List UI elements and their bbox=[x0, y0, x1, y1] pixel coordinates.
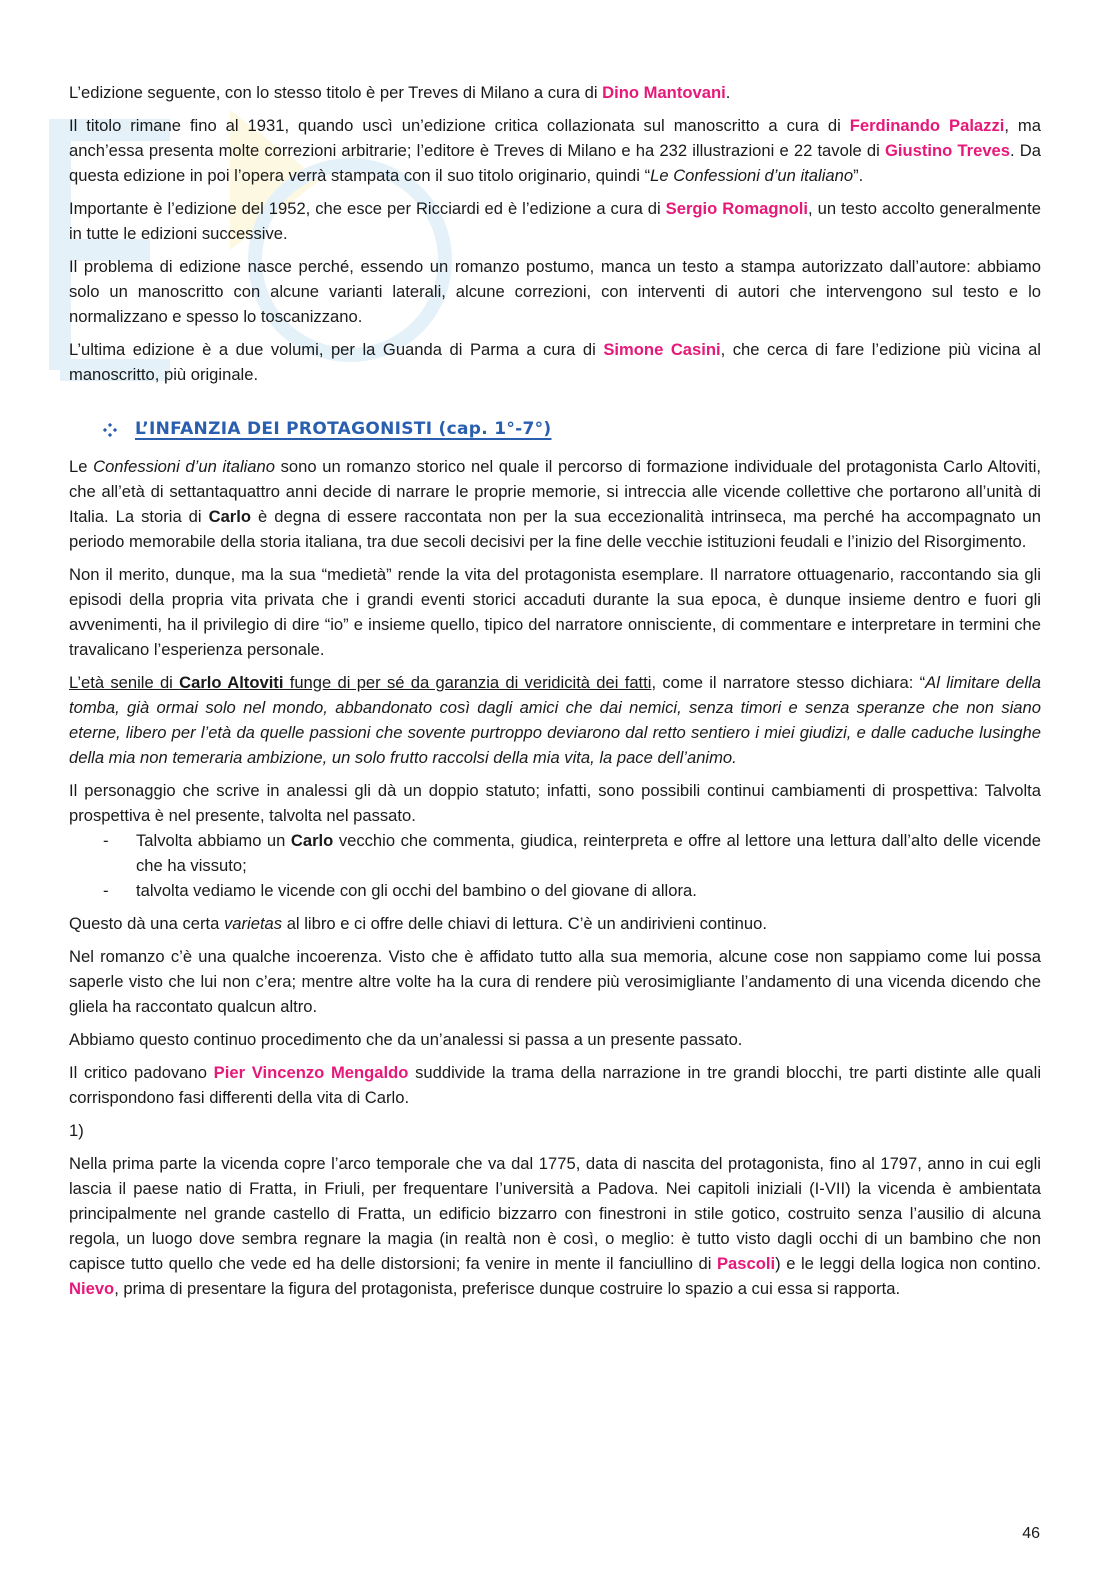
paragraph-analessi: Il personaggio che scrive in analessi gli dà un doppio statuto; infatti, sono possibili continui cambiamenti di prospettiva: Talvolta prospettiva è nel presente, talvolta nel passato. bbox=[69, 781, 1041, 825]
person-name: Pier Vincenzo Mengaldo bbox=[213, 1063, 409, 1082]
person-name: Giustino Treves bbox=[884, 141, 1011, 160]
paragraph-mengaldo: Il critico padovano Pier Vincenzo Mengaldo suddivide la trama della narrazione in tre grandi blocchi, tre parti distinte alle quali corrispondono fasi differenti della vita di Carlo. bbox=[69, 1063, 1042, 1107]
work-title: Le Confessioni d’un italiano bbox=[650, 166, 854, 185]
paragraph-novel-intro: Le Confessioni d’un italiano sono un romanzo storico nel quale il percorso di formazione individuale del protagonista Carlo Altoviti, che all’età di settantaquattro anni decide di narrare le proprie memorie, si intreccia alle vicende collettive che portarono all’unità di Italia. La storia di Carlo è degna di essere raccontata non per la sua eccezionalità intrinseca, ma perché ha accompagnato un periodo memorabile della storia italiana, tra due secoli decisivi per la fine delle vecchie istituzioni feudali e l’inizio del Risorgimento. bbox=[69, 457, 1041, 551]
person-name: Sergio Romagnoli bbox=[665, 199, 809, 218]
quotation: Al limitare della tomba, già ormai solo nel mondo, abbandonato così dagli amici che dai nemici, senza timori e senza speranze che non siano eterne, libero per l’età da quelle passioni che sovente purtroppo deviarono dal retto sentiero i miei giudizi, e dalle caduche lusinghe della mia non temeraria ambizione, un solo frutto raccolsi della mia vita, la pace dell’animo. bbox=[69, 673, 1041, 767]
section-title: L’INFANZIA DEI PROTAGONISTI (cap. 1°-7°) bbox=[135, 419, 552, 439]
person-name: Nievo bbox=[69, 1279, 115, 1298]
paragraph-medieta: Non il merito, dunque, ma la sua “medietà” rende la vita del protagonista esemplare. Il narratore ottuagenario, raccontando sia gli episodi della propria vita privata che i grandi eventi storici accaduti durante la sua epoca, è dunque insieme dentro e fuori gli avvenimenti, ha il privilegio di dire “io” e insieme quello, tipico del narratore onnisciente, di commentare e interpretare in termini che travalicano l’esperienza personale. bbox=[69, 565, 1041, 659]
paragraph-edition-mantovani: L’edizione seguente, con lo stesso titolo è per Treves di Milano a cura di Dino Mantovani. bbox=[69, 83, 731, 102]
list-item: - talvolta vediamo le vicende con gli occhi del bambino o del giovane di allora. bbox=[103, 881, 697, 900]
work-title: Confessioni d’un italiano bbox=[93, 457, 275, 476]
person-name: Ferdinando Palazzi bbox=[849, 116, 1005, 135]
section-heading bbox=[103, 417, 1041, 442]
person-name: Simone Casini bbox=[603, 340, 721, 359]
paragraph-edition-problem: Il problema di edizione nasce perché, essendo un romanzo postumo, manca un testo a stampa autorizzato dall’autore: abbiamo solo un manoscritto con alcune varianti laterali, alcune correzioni, con interventi di autori che intervengono sul testo e lo normalizzano e spesso lo toscanizzano. bbox=[69, 257, 1041, 326]
list-number: 1) bbox=[69, 1121, 84, 1140]
paragraph-incoerenza: Nel romanzo c’è una qualche incoerenza. Visto che è affidato tutto alla sua memoria, alcune cose non sappiamo come lui possa saperle visto che lui non c’era; mentre altre volte ha la cura di rendere più verosimigliante l’andamento di una vicenda dicendo che gliela ha raccontato qualcun altro. bbox=[69, 947, 1041, 1016]
diamond-bullet-icon bbox=[103, 423, 117, 437]
character-name: Carlo Altoviti bbox=[179, 673, 284, 692]
paragraph-procedimento: Abbiamo questo continuo procedimento che da un’analessi si passa a un presente passato. bbox=[69, 1030, 743, 1049]
person-name: Dino Mantovani bbox=[602, 83, 726, 102]
latin-term: varietas bbox=[223, 914, 283, 933]
paragraph-edition-palazzi: Il titolo rimane fino al 1931, quando uscì un’edizione critica collazionata sul manoscritto a cura di Ferdinando Palazzi, ma anch’essa presenta molte correzioni arbitrarie; l’editore è Treves di Milano e ha 232 illustrazioni e 22 tavole di Giustino Treves. Da questa edizione in poi l’opera verrà stampata con il suo titolo originario, quindi “Le Confessioni d’un italiano”. bbox=[69, 116, 1041, 185]
character-name: Carlo bbox=[208, 507, 252, 526]
paragraph-varietas: Questo dà una certa varietas al libro e ci offre delle chiavi di lettura. C’è un andirivieni continuo. bbox=[69, 914, 767, 933]
list-item: - Talvolta abbiamo un Carlo vecchio che commenta, giudica, reinterpreta e offre al lettore una lettura dall’alto delle vicende che ha vissuto; bbox=[103, 831, 1041, 875]
document-page bbox=[69, 80, 1041, 1309]
paragraph-edition-romagnoli: Importante è l’edizione del 1952, che esce per Ricciardi ed è l’edizione a cura di Sergio Romagnoli, un testo accolto generalmente in tutte le edizioni successive. bbox=[69, 199, 1041, 243]
character-name: Carlo bbox=[290, 831, 334, 850]
paragraph-edition-casini: L’ultima edizione è a due volumi, per la Guanda di Parma a cura di Simone Casini, che cerca di fare l’edizione più vicina al manoscritto, più originale. bbox=[69, 340, 1041, 384]
page-number: 46 bbox=[1022, 1525, 1040, 1542]
perspective-list bbox=[69, 828, 1041, 903]
person-name: Pascoli bbox=[716, 1254, 776, 1273]
paragraph-eta-senile: L’età senile di Carlo Altoviti funge di per sé da garanzia di veridicità dei fatti, come il narratore stesso dichiara: “Al limitare della tomba, già ormai solo nel mondo, abbandonato così dagli amici che dai nemici, senza timori e senza speranze che non siano eterne, libero per l’età da quelle passioni che sovente purtroppo deviarono dal retto sentiero i miei giudizi, e dalle caduche lusinghe della mia non temeraria ambizione, un solo frutto raccolsi della mia vita, la pace dell’animo. bbox=[69, 673, 1041, 767]
paragraph-prima-parte: Nella prima parte la vicenda copre l’arco temporale che va dal 1775, data di nascita del protagonista, fino al 1797, anno in cui egli lascia il paese natio di Fratta, in Friuli, per frequentare l’università a Padova. Nei capitoli iniziali (I-VII) la vicenda è ambientata principalmente nel grande castello di Fratta, un edificio bizzarro con finestroni in stile gotico, costruito senza l’ausilio di alcuna regola, un luogo dove sembra regnare la magia (in realtà non è così, o meglio: è tutto visto dagli occhi di un bambino che non capisce tutto quello che vede ed ha delle distorsioni; fa venire in mente il fanciullino di Pascoli) e le leggi della logica non contino. Nievo, prima di presentare la figura del protagonista, preferisce dunque costruire lo spazio a cui essa si rapporta. bbox=[69, 1154, 1041, 1298]
